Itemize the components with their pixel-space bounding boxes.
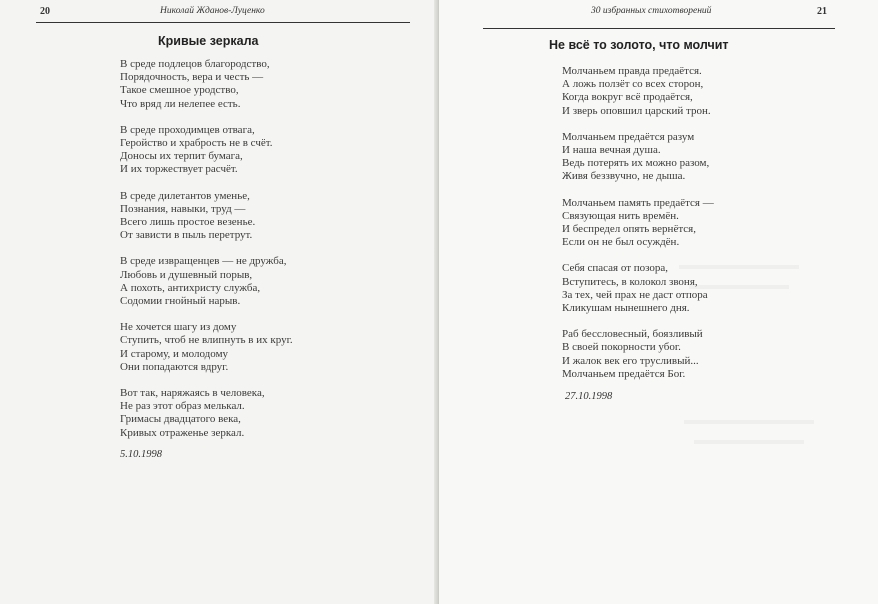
poem-body-right <box>562 65 714 394</box>
stanza <box>120 387 293 440</box>
poem-line: Если он не был осуждён. <box>562 236 680 249</box>
stanza <box>562 131 714 184</box>
header-rule-left <box>36 22 410 23</box>
poem-line: И их торжествует расчёт. <box>120 163 238 176</box>
poem-line: Молчаньем память предаётся — <box>562 196 714 209</box>
stanza <box>562 65 714 118</box>
poem-line: Раб бессловесный, боязливый <box>562 328 703 341</box>
poem-date-right: 27.10.1998 <box>565 391 613 402</box>
stanza <box>120 190 293 243</box>
poem-line: Такое смешное уродство, <box>120 84 239 97</box>
poem-line: Любовь и душевный порыв, <box>120 268 253 281</box>
poem-line: В среде извращенцев — не дружба, <box>120 255 287 268</box>
right-page <box>439 0 878 604</box>
poem-line: Ведь потерять их можно разом, <box>562 157 710 170</box>
stanza <box>120 321 293 374</box>
poem-line: Всего лишь простое везенье. <box>120 216 256 229</box>
poem-line: Что вряд ли нелепее есть. <box>120 97 241 110</box>
poem-line: В среде подлецов благородство, <box>120 58 270 70</box>
poem-body-left <box>120 58 293 453</box>
poem-line: А похоть, антихристу служба, <box>120 281 261 294</box>
poem-line: Вступитесь, в колокол звоня, <box>562 275 698 288</box>
poem-line: Молчаньем правда предаётся. <box>562 65 702 77</box>
page-number-left: 20 <box>40 6 50 17</box>
poem-line: Геройство и храбрость не в счёт. <box>120 137 273 150</box>
poem-line: От зависти в пыль перетрут. <box>120 229 253 242</box>
bleed-through-mark <box>694 440 804 444</box>
stanza <box>562 197 714 250</box>
poem-line: В среде проходимцев отвага, <box>120 123 255 136</box>
poem-line: И наша вечная душа. <box>562 144 661 157</box>
stanza <box>120 255 293 308</box>
poem-line: Порядочность, вера и честь — <box>120 71 264 84</box>
poem-line: Молчаньем предаётся разум <box>562 130 695 143</box>
poem-line: В своей покорности убог. <box>562 341 681 354</box>
bleed-through-mark <box>689 285 789 289</box>
poem-line: За тех, чей прах не даст отпора <box>562 288 708 301</box>
poem-title-right: Не всё то золото, что молчит <box>549 38 729 52</box>
poem-line: Гримасы двадцатого века, <box>120 413 241 426</box>
poem-line: Они попадаются вдруг. <box>120 360 229 373</box>
poem-line: Познания, навыки, труд — <box>120 202 246 215</box>
poem-line: Содомии гнойный нарыв. <box>120 295 241 308</box>
running-head-right: 30 избранных стихотворений <box>591 6 712 16</box>
poem-line: Кривых отраженье зеркал. <box>120 426 245 439</box>
poem-line: И жалок век его трусливый... <box>562 354 699 367</box>
poem-line: Не раз этот образ мелькал. <box>120 400 245 413</box>
poem-line: И беспредел опять вернётся, <box>562 223 696 236</box>
poem-line: Не хочется шагу из дому <box>120 321 237 334</box>
poem-line: Себя спасая от позора, <box>562 262 669 275</box>
page-number-right: 21 <box>817 6 827 17</box>
running-head-left: Николай Жданов-Луценко <box>160 6 265 16</box>
poem-line: Живя беззвучно, не дыша. <box>562 170 686 183</box>
poem-date-left: 5.10.1998 <box>120 449 162 460</box>
poem-line: В среде дилетантов уменье, <box>120 189 250 202</box>
poem-line: Вот так, наряжаясь в человека, <box>120 387 265 400</box>
poem-line: Кликушам нынешнего дня. <box>562 302 690 315</box>
poem-line: Доносы их терпит бумага, <box>120 150 243 163</box>
poem-line: И зверь оповшил царский трон. <box>562 104 711 117</box>
stanza <box>120 124 293 177</box>
poem-line: Связующая нить времён. <box>562 209 679 222</box>
poem-line: Когда вокруг всё продаётся, <box>562 91 693 104</box>
bleed-through-mark <box>684 420 814 424</box>
poem-line: Ступить, чтоб не влипнуть в их круг. <box>120 334 293 347</box>
poem-title-left: Кривые зеркала <box>158 34 259 48</box>
stanza <box>120 58 293 111</box>
header-rule-right <box>483 28 835 29</box>
poem-line: И старому, и молодому <box>120 347 229 360</box>
poem-line: А ложь ползёт со всех сторон, <box>562 78 704 91</box>
poem-line: Молчаньем предаётся Бог. <box>562 367 686 380</box>
bleed-through-mark <box>679 265 799 269</box>
stanza <box>562 328 714 381</box>
